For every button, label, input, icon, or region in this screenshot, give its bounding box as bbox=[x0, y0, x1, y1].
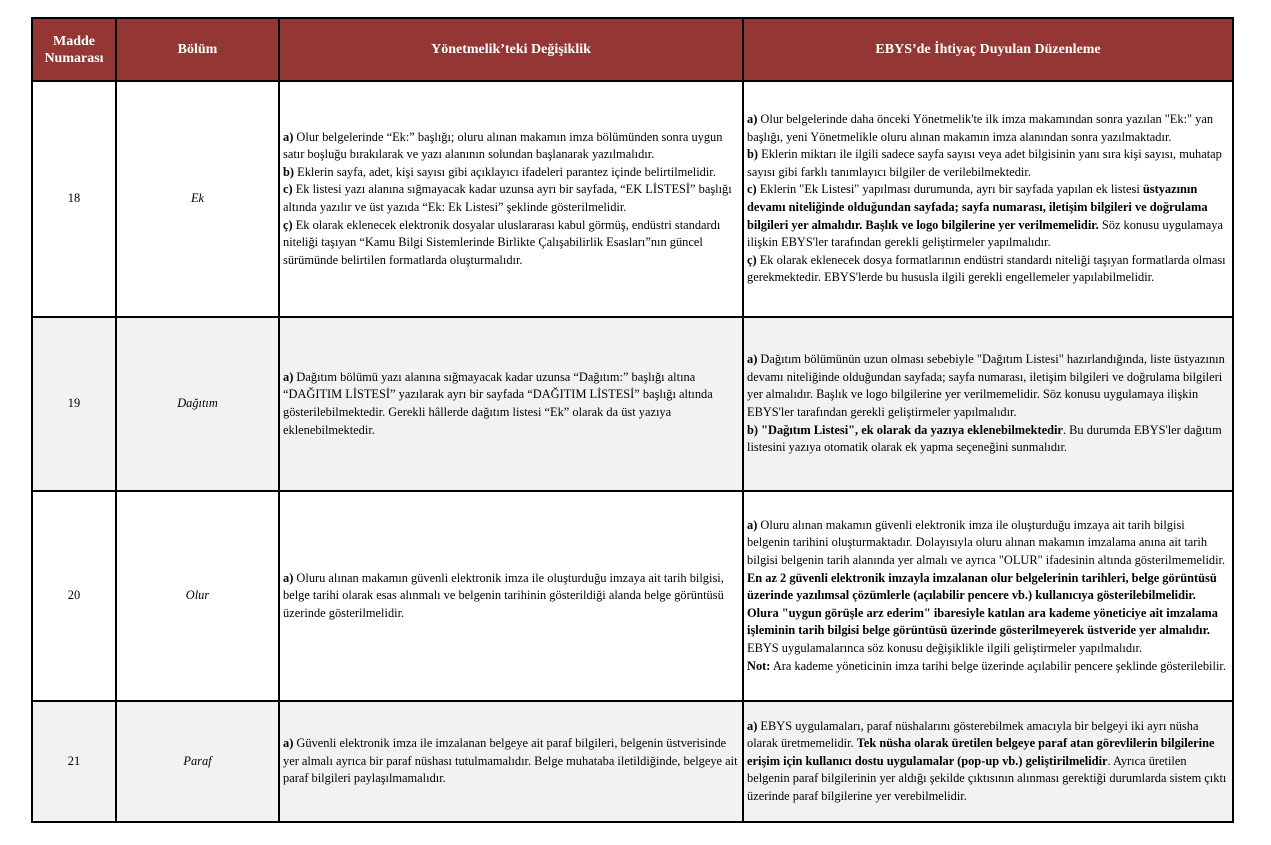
text-run: Ek olarak eklenecek elektronik dosyalar uluslararası kabul görmüş, endüstri standardı niteliği taşıyan “Kamu Bilgi Sistemlerinde Birlikte Çalışabilirlik Esasları”nın güncel sürümünde belirtilen formatlarda oluşturmalıdır. bbox=[283, 217, 721, 267]
madde-cell: 21 bbox=[32, 701, 116, 822]
header-duzenleme: EBYS’de İhtiyaç Duyulan Düzenleme bbox=[743, 18, 1233, 81]
paragraph bbox=[747, 146, 1229, 181]
table-row bbox=[32, 81, 1233, 317]
text-run: Ara kademe yöneticinin imza tarihi belge üzerinde açılabilir pencere şeklinde gösterilebilir. bbox=[770, 658, 1226, 673]
text-run: Eklerin miktarı ile ilgili sadece sayfa sayısı veya adet bilgisinin yanı sıra kişi sayısı, muhatap sayısı gibi farklı tanımlayıcı bilgiler de verilebilmektedir. bbox=[747, 147, 1222, 179]
bold-text: ç) bbox=[283, 217, 293, 232]
text-run: Ek olarak eklenecek dosya formatlarının endüstri standardı niteliği taşıyan formatlarda olması gerekmektedir. EBYS'lerde bu hususla ilgili gerekli engellemeler yapılabilmelidir. bbox=[747, 252, 1226, 285]
paragraph bbox=[747, 422, 1229, 457]
madde-cell: 20 bbox=[32, 491, 116, 701]
text-run: Oluru alınan makamın güvenli elektronik imza ile oluşturduğu imzaya ait tarih bilgisi, belge tarihi olarak esas alınmalı ve belgenin tarihinin gösterildiği alanda belge görüntüsü üzerinde gösterilmelidir. bbox=[283, 570, 724, 620]
text-run: Eklerin sayfa, adet, kişi sayısı gibi açıklayıcı ifadeleri parantez içinde belirtilmelidir. bbox=[294, 164, 716, 179]
paragraph bbox=[747, 658, 1229, 676]
bold-text: b) bbox=[747, 147, 759, 162]
text-run: Olur belgelerinde “Ek:” başlığı; oluru alınan makamın imza bölümünden sonra uygun satır boşluğu bırakılarak ve yazı alanının solundan başlanarak yazılmalıdır. bbox=[283, 129, 723, 162]
bolum-cell: Dağıtım bbox=[116, 317, 279, 491]
text-run: EBYS uygulamalarınca söz konusu değişiklikle ilgili geliştirmeler yapılmalıdır. bbox=[747, 640, 1143, 655]
bold-text: En az 2 güvenli elektronik imzayla imzalanan olur belgelerinin tarihleri, belge görüntüsü üzerinde yazılımsal çözümlerle (açılabilir pencere vb.) kullanıcıya gösterilebilmelidir. Olura "uygun görüşle arz ederim" ibaresiyle katılan ara kademe yöneticiye ait imzalama işleminin tarih bilgisi belge görüntüsü üzerinde gösterilmeyerek üstveride yer almalıdır. bbox=[747, 570, 1218, 638]
text-run: Ek listesi yazı alanına sığmayacak kadar uzunsa ayrı bir sayfada, “EK LİSTESİ” başlığı altında yazılır ve üst yazıda “Ek: Ek Listesi” şeklinde gösterilmelidir. bbox=[283, 182, 732, 214]
bolum-cell: Ek bbox=[116, 81, 279, 317]
paragraph bbox=[283, 129, 739, 164]
table-row bbox=[32, 317, 1233, 491]
text-run: EBYS uygulamaları, paraf nüshalarını gösterebilmek amacıyla bir belgeyi iki ayrı nüsha olarak üretmemelidir. bbox=[747, 718, 1199, 751]
degisiklik-cell bbox=[279, 317, 743, 491]
madde-cell: 18 bbox=[32, 81, 116, 317]
paragraph bbox=[283, 181, 739, 216]
header-madde: Madde Numarası bbox=[32, 18, 116, 81]
header-degisiklik: Yönetmelik’teki Değişiklik bbox=[279, 18, 743, 81]
bold-text: üstyazının devamı niteliğinde olduğundan sayfada; sayfa numarası, iletişim bilgileri ve doğrulama bilgileri yer almalıdır. Başlık ve logo bilgilerine yer verilmemelidir. bbox=[747, 182, 1208, 232]
bold-text: c) bbox=[747, 182, 757, 197]
bold-text: a) bbox=[747, 718, 758, 733]
text-run: Eklerin "Ek Listesi" yapılması durumunda, ayrı bir sayfada yapılan ek listesi bbox=[756, 182, 1143, 197]
paragraph bbox=[283, 735, 739, 788]
text-run: Olur belgelerinde daha önceki Yönetmelik'te ilk imza makamından sonra yazılan "Ek:" yan başlığı, yeni Yönetmelikle oluru alınan makamın imza alanından sonra yazılmaktadır. bbox=[747, 112, 1214, 144]
bold-text: Not: bbox=[747, 658, 771, 673]
bold-text: a) bbox=[283, 369, 294, 384]
paragraph bbox=[283, 164, 739, 182]
text-run: Söz konusu uygulamaya ilişkin EBYS'ler tarafından gerekli geliştirmeler yapılmalıdır. bbox=[747, 217, 1223, 250]
bold-text: Tek nüsha olarak üretilen belgeye paraf atan görevlilerin bilgilerine erişim için kullanıcı dostu uygulamalar (pop-up vb.) geliştirilmelidir bbox=[747, 736, 1215, 768]
duzenleme-cell bbox=[743, 701, 1233, 822]
degisiklik-cell bbox=[279, 491, 743, 701]
text-run: Dağıtım bölümünün uzun olması sebebiyle "Dağıtım Listesi" hazırlandığında, liste üstyazının devamı niteliğinde olduğundan sayfada; sayfa numarası, iletişim bilgileri ve doğrulama bilgileri yer almalıdır. Başlık ve logo bilgilerine yer verilmemelidir. Söz konusu uygulamaya ilişkin EBYS'ler tarafından gerekli geliştirmeler yapılmalıdır. bbox=[747, 352, 1225, 419]
bold-text: a) bbox=[747, 517, 758, 532]
degisiklik-cell bbox=[279, 81, 743, 317]
table-row bbox=[32, 491, 1233, 701]
degisiklik-cell bbox=[279, 701, 743, 822]
bold-text: c) bbox=[283, 182, 293, 197]
paragraph bbox=[283, 369, 739, 439]
paragraph bbox=[747, 181, 1229, 251]
text-run: Oluru alınan makamın güvenli elektronik imza ile oluşturduğu imzaya ait tarih bilgisi belgenin tarihini oluşturmaktadır. Dolayısıyla oluru alınan makamın imzalama anına ait tarih bilgisi belgenin tarih alanında yer almalı ve ayrıca "OLUR" ifadesinin altında gösterilmemelidir. bbox=[747, 517, 1226, 568]
duzenleme-cell bbox=[743, 317, 1233, 491]
table-row bbox=[32, 701, 1233, 822]
paragraph bbox=[747, 517, 1229, 658]
header-row bbox=[32, 18, 1233, 81]
bolum-cell: Olur bbox=[116, 491, 279, 701]
bold-text: a) bbox=[747, 112, 758, 127]
paragraph bbox=[747, 252, 1229, 287]
text-run: . Bu durumda EBYS'ler dağıtım listesini yazıya otomatik olarak ek yapma seçeneğini sunmalıdır. bbox=[747, 422, 1222, 455]
duzenleme-cell bbox=[743, 491, 1233, 701]
paragraph bbox=[283, 570, 739, 623]
header-bolum: Bölüm bbox=[116, 18, 279, 81]
bold-text: a) bbox=[283, 736, 294, 751]
bold-text: b) bbox=[283, 164, 295, 179]
paragraph bbox=[283, 217, 739, 270]
regulation-changes-table bbox=[31, 17, 1234, 823]
bold-text: a) bbox=[283, 570, 294, 585]
paragraph bbox=[747, 718, 1229, 806]
paragraph bbox=[747, 351, 1229, 421]
bold-text: b) "Dağıtım Listesi", ek olarak da yazıya eklenebilmektedir bbox=[747, 422, 1063, 437]
text-run: . Ayrıca üretilen belgenin paraf bilgilerinin yer aldığı şekilde çıktısının alınması gerektiği durumlarda sistem çıktı üzerinde paraf bilgilerine yer verebilmelidir. bbox=[747, 753, 1227, 803]
duzenleme-cell bbox=[743, 81, 1233, 317]
bolum-cell: Paraf bbox=[116, 701, 279, 822]
text-run: Dağıtım bölümü yazı alanına sığmayacak kadar uzunsa “Dağıtım:” başlığı altına “DAĞITIM LİSTESİ” yazılarak ayrı bir sayfada “DAĞITIM LİSTESİ” başlığı altında gösterilebilmektedir. Gerekli hâllerde dağıtım listesi “Ek” olarak da üst yazıya eklenebilmektedir. bbox=[283, 369, 713, 437]
bold-text: ç) bbox=[747, 252, 757, 267]
paragraph bbox=[747, 111, 1229, 146]
text-run: Güvenli elektronik imza ile imzalanan belgeye ait paraf bilgileri, belgenin üstverisinde yer almalı ayrıca bir paraf nüshası tutulmamalıdır. Belge muhataba iletildiğinde, belgeye ait paraf bilgileri paylaşılmamalıdır. bbox=[283, 736, 738, 786]
bold-text: a) bbox=[283, 129, 294, 144]
madde-cell: 19 bbox=[32, 317, 116, 491]
bold-text: a) bbox=[747, 352, 758, 367]
